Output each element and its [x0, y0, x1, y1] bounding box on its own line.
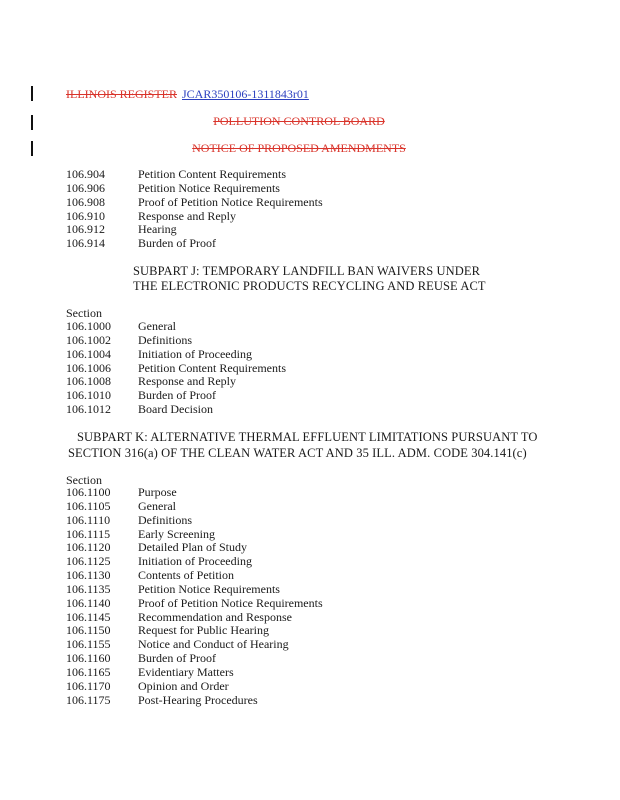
notice-title: NOTICE OF PROPOSED AMENDMENTS [192, 141, 406, 155]
section-number: 106.1002 [66, 332, 111, 347]
register-line [66, 87, 309, 101]
section-title: Request for Public Hearing [138, 623, 269, 638]
section-title: Purpose [138, 485, 177, 499]
section-label: Section [66, 473, 102, 487]
section-number: 106.912 [66, 222, 105, 237]
section-number: 106.1110 [66, 512, 111, 527]
section-title: General [138, 498, 176, 513]
section-number: 106.1006 [66, 360, 111, 375]
register-struck-text: ILLINOIS REGISTER [66, 87, 177, 101]
section-number: 106.1175 [66, 692, 111, 707]
section-title: Definitions [138, 512, 192, 527]
section-label: Section [66, 306, 102, 320]
section-title: General [138, 319, 176, 333]
section-number: 106.1135 [66, 581, 111, 596]
section-title: Proof of Petition Notice Requirements [138, 595, 323, 610]
section-number: 106.1125 [66, 554, 111, 569]
section-title: Burden of Proof [138, 388, 216, 403]
section-number: 106.910 [66, 208, 105, 223]
subpart-j-heading-line2: THE ELECTRONIC PRODUCTS RECYCLING AND REUSE ACT [133, 279, 486, 293]
section-number: 106.1170 [66, 678, 111, 693]
section-title: Evidentiary Matters [138, 664, 234, 679]
section-title: Petition Notice Requirements [138, 180, 280, 195]
section-title: Definitions [138, 332, 192, 347]
section-title: Notice and Conduct of Hearing [138, 637, 289, 652]
section-number: 106.1004 [66, 346, 111, 361]
section-number: 106.1145 [66, 609, 111, 624]
section-title: Proof of Petition Notice Requirements [138, 194, 323, 209]
section-title: Early Screening [138, 526, 215, 541]
section-title: Burden of Proof [138, 651, 216, 666]
section-title: Detailed Plan of Study [138, 540, 247, 555]
section-number: 106.1115 [66, 526, 111, 541]
section-number: 106.1100 [66, 485, 111, 499]
section-title: Response and Reply [138, 208, 236, 223]
section-number: 106.1008 [66, 374, 111, 389]
board-title: POLLUTION CONTROL BOARD [213, 114, 385, 128]
section-number: 106.1000 [66, 319, 111, 333]
section-title: Response and Reply [138, 374, 236, 389]
section-number: 106.1120 [66, 540, 111, 555]
section-title: Initiation of Proceeding [138, 346, 252, 361]
section-number: 106.1105 [66, 498, 111, 513]
section-title: Burden of Proof [138, 236, 216, 251]
section-title: Board Decision [138, 402, 213, 417]
section-title: Contents of Petition [138, 568, 234, 583]
section-number: 106.1012 [66, 402, 111, 417]
section-number: 106.1165 [66, 664, 111, 679]
section-title: Petition Notice Requirements [138, 581, 280, 596]
subpart-k-heading-line2: SECTION 316(a) OF THE CLEAN WATER ACT AND 35 ILL. ADM. CODE 304.141(c) [68, 446, 527, 460]
section-title: Petition Content Requirements [138, 167, 286, 181]
section-title: Opinion and Order [138, 678, 229, 693]
section-number: 106.1150 [66, 623, 111, 638]
section-number: 106.914 [66, 236, 105, 251]
section-title: Initiation of Proceeding [138, 554, 252, 569]
section-title: Recommendation and Response [138, 609, 292, 624]
section-number: 106.904 [66, 167, 105, 181]
section-title: Post-Hearing Procedures [138, 692, 258, 707]
section-number: 106.908 [66, 194, 105, 209]
section-title: Petition Content Requirements [138, 360, 286, 375]
change-bar [31, 86, 33, 101]
section-number: 106.1130 [66, 568, 111, 583]
subpart-k-heading-line1: SUBPART K: ALTERNATIVE THERMAL EFFLUENT LIMITATIONS PURSUANT TO [77, 430, 538, 444]
section-number: 106.1140 [66, 595, 111, 610]
section-number: 106.1010 [66, 388, 111, 403]
subpart-j-heading-line1: SUBPART J: TEMPORARY LANDFILL BAN WAIVERS UNDER [133, 264, 481, 278]
section-number: 106.906 [66, 180, 105, 195]
register-inserted-text: JCAR350106-1311843r01 [182, 87, 309, 101]
section-number: 106.1155 [66, 637, 111, 652]
section-title: Hearing [138, 222, 177, 237]
section-number: 106.1160 [66, 651, 111, 666]
